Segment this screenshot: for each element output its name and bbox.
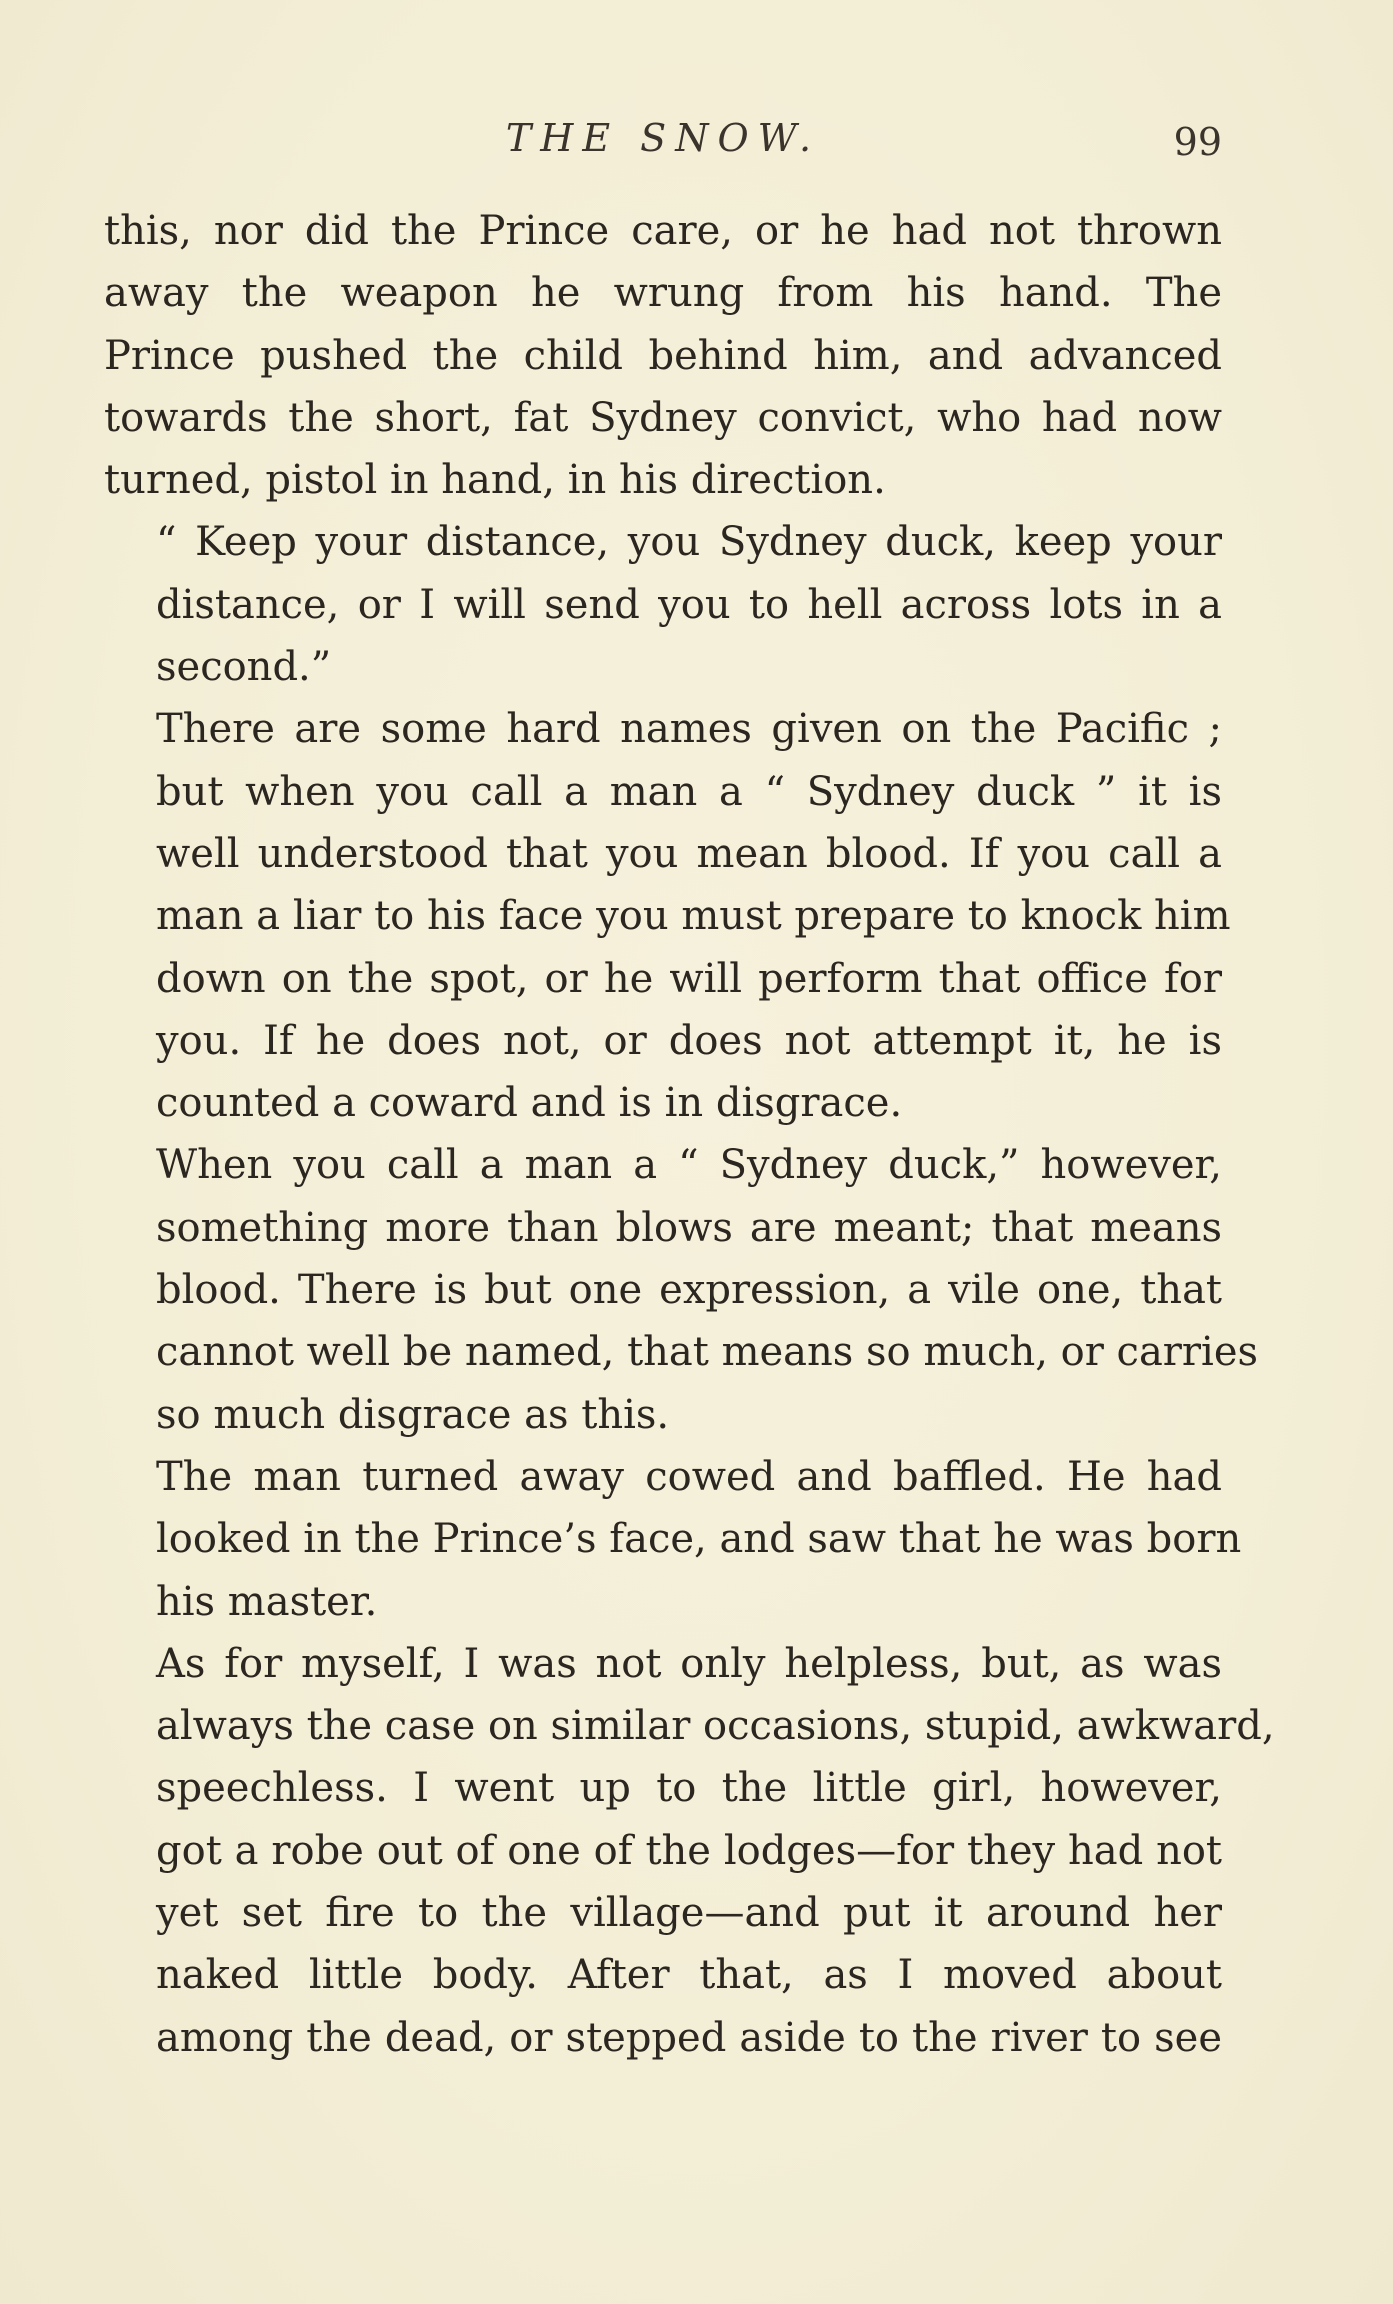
paragraph-6 <box>104 1633 1275 2069</box>
paragraph-4 <box>104 1134 1259 1445</box>
paragraph-3 <box>104 698 1231 1134</box>
text-line: you. If he does not, or does not attempt it, he is <box>156 1017 1222 1064</box>
text-line: turned, pistol in hand, in his direction. <box>104 457 886 504</box>
text-line: The man turned away cowed and baffled. He had <box>156 1453 1222 1500</box>
text-line: his master. <box>156 1578 378 1625</box>
text-line: There are some hard names given on the Pacific ; <box>156 706 1222 753</box>
text-line: counted a coward and is in disgrace. <box>156 1080 903 1127</box>
text-line: something more than blows are meant; that means <box>156 1204 1222 1251</box>
paragraph-5 <box>104 1446 1242 1633</box>
text-line: always the case on similar occasions, stupid, awkward, <box>156 1703 1275 1750</box>
text-line: well understood that you mean blood. If you call a <box>156 830 1222 877</box>
text-line: yet set fire to the village—and put it around her <box>156 1890 1222 1937</box>
text-line: looked in the Prince’s face, and saw that he was born <box>156 1516 1242 1563</box>
running-head <box>104 108 1222 168</box>
text-line: naked little body. After that, as I moved about <box>156 1952 1222 1999</box>
text-line: blood. There is but one expression, a vile one, that <box>156 1267 1222 1314</box>
text-line: As for myself, I was not only helpless, but, as was <box>156 1640 1222 1687</box>
text-line: cannot well be named, that means so much, or carries <box>156 1329 1259 1376</box>
page-number: 99 <box>1173 120 1222 164</box>
text-line: man a liar to his face you must prepare to knock him <box>156 893 1231 940</box>
text-line: so much disgrace as this. <box>156 1391 670 1438</box>
body-text <box>104 200 1275 2069</box>
text-line: second.” <box>156 644 332 691</box>
text-line: away the weapon he wrung from his hand. The <box>104 270 1222 317</box>
text-line: towards the short, fat Sydney convict, who had now <box>104 394 1222 441</box>
paragraph-1 <box>104 200 1222 511</box>
text-line: down on the spot, or he will perform that office for <box>156 955 1222 1002</box>
text-line: got a robe out of one of the lodges—for they had not <box>156 1827 1222 1874</box>
running-title: THE SNOW. <box>505 116 821 160</box>
text-line: Prince pushed the child behind him, and advanced <box>104 332 1222 379</box>
paragraph-2 <box>104 511 1222 698</box>
text-line: When you call a man a “ Sydney duck,” however, <box>156 1142 1222 1189</box>
text-line: distance, or I will send you to hell across lots in a <box>156 581 1222 628</box>
text-line: speechless. I went up to the little girl, however, <box>156 1765 1222 1812</box>
text-line: but when you call a man a “ Sydney duck ” it is <box>156 768 1222 815</box>
text-line: among the dead, or stepped aside to the river to see <box>156 2014 1222 2061</box>
text-line: this, nor did the Prince care, or he had not thrown <box>104 208 1222 254</box>
text-line: “ Keep your distance, you Sydney duck, keep your <box>156 519 1222 566</box>
